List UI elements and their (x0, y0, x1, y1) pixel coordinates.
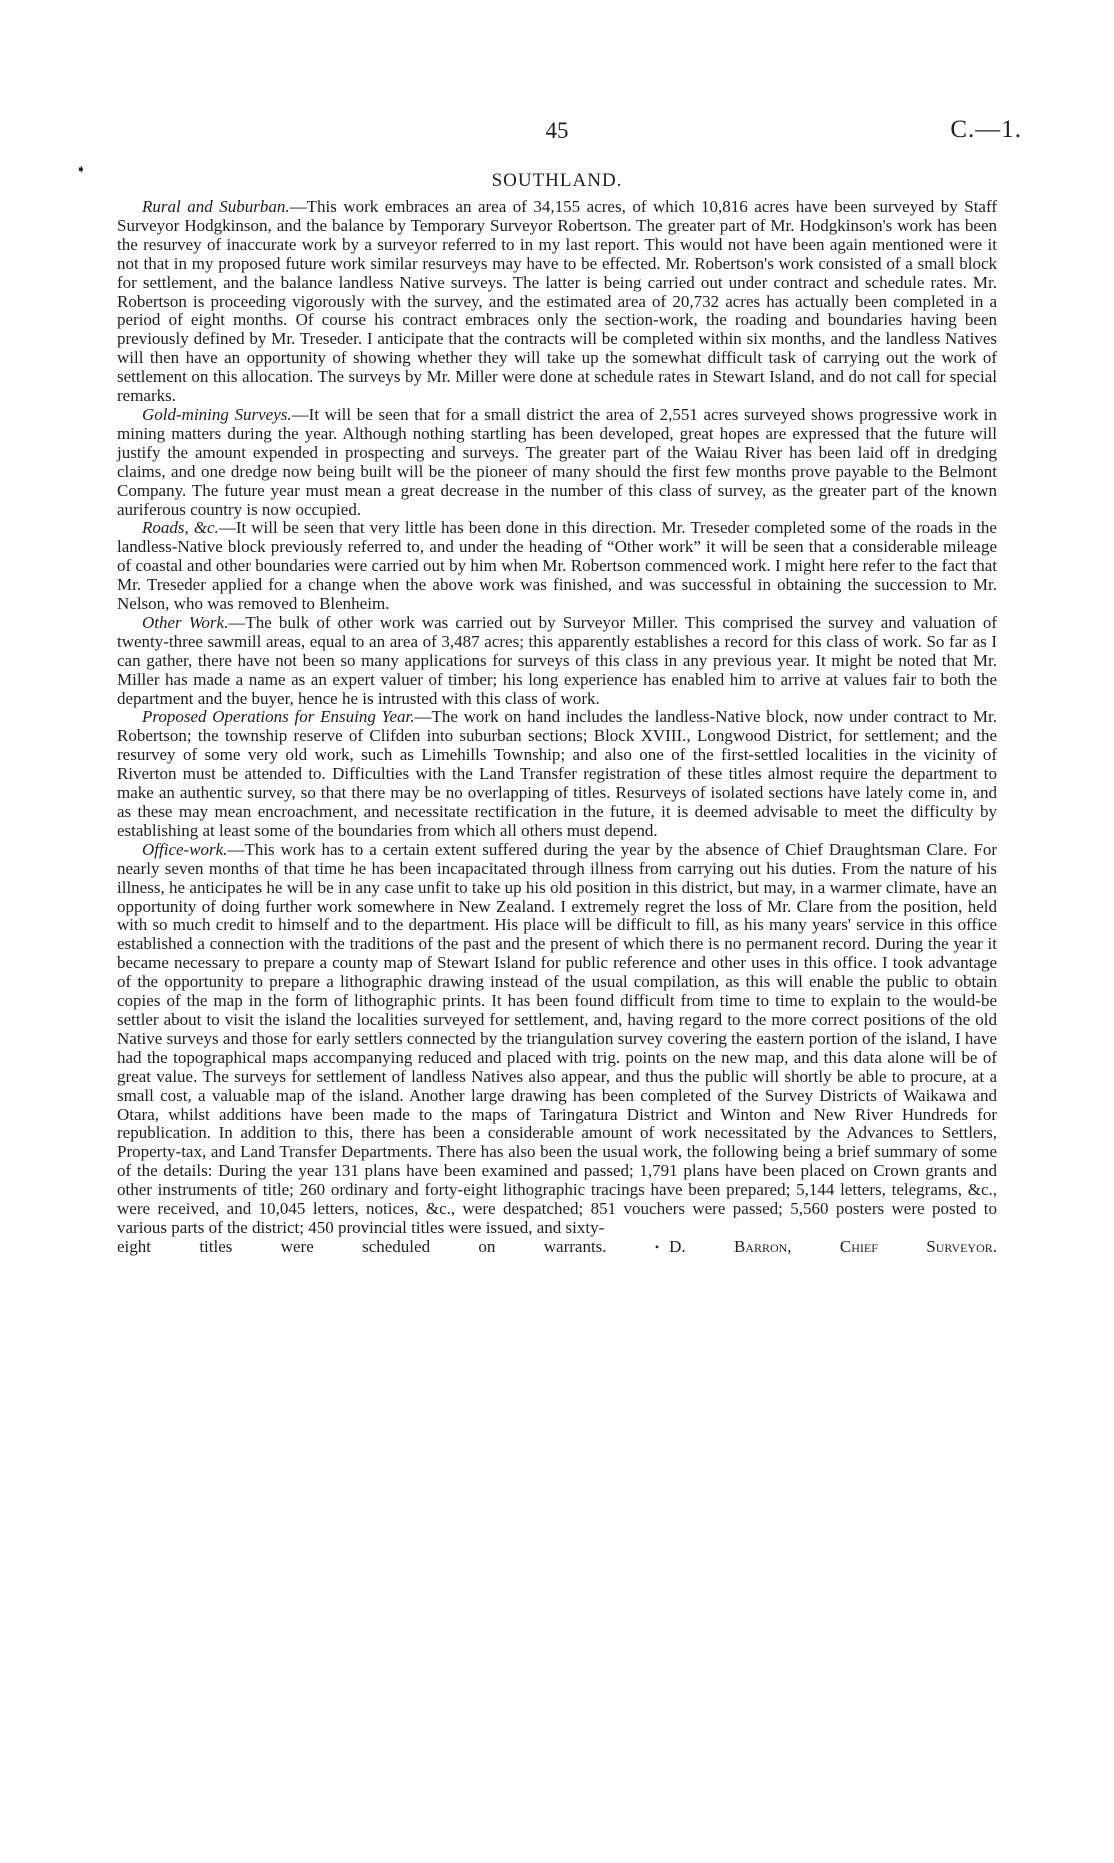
bullet-mark: • (654, 1240, 660, 1255)
paragraph-gold-mining (117, 406, 997, 519)
paragraph-title: Other Work. (142, 612, 229, 632)
closing-line (117, 1238, 997, 1258)
paragraph-rural-suburban (117, 198, 997, 406)
paragraph-text: —It will be seen that for a small district the area of 2,551 acres surveyed shows progressive work in mining matters during the year. Although nothing startling has been developed, great hopes are expressed that the future will justify the amount expended in prospecting and surveys. The greater part of the Waiau River has been laid off in dredging claims, and one dredge now being built will be the pioneer of many should the first few months prove payable to the Belmont Company. The future year must mean a great decrease in the number of this class of survey, as the greater part of the known auriferous country is now occupied. (117, 404, 997, 519)
signature: D. Barron, Chief Surveyor. (669, 1236, 997, 1256)
paragraph-title: Roads, &c. (142, 518, 219, 538)
signature-block (655, 1237, 997, 1256)
paragraph-proposed-operations (117, 708, 997, 840)
paragraph-text: —This work embraces an area of 34,155 acres, of which 10,816 acres have been surveyed by Staff Surveyor Hodgkinson, and the balance by Temporary Surveyor Robertson. The greater part of Mr. Hodgkinson's work has been the resurvey of inaccurate work by a surveyor referred to in my last report. This would not have been again mentioned were it not that in my proposed future work similar resurveys may have to be effected. Mr. Robertson's work consisted of a small block for settlement, and the balance landless Native surveys. The latter is being carried out under contract and schedule rates. Mr. Robertson is proceeding vigorously with the survey, and the estimated area of 20,732 acres has actually been completed in a period of eight months. Of course his contract embraces only the section-work, the roading and boundaries having been previously defined by Mr. Treseder. I anticipate that the contracts will be completed within six months, and the landless Natives will then have an opportunity of showing whether they will take up the somewhat difficult task of carrying out the work of settlement on this allocation. The surveys by Mr. Miller were done at schedule rates in Stewart Island, and do not call for special remarks. (117, 197, 997, 406)
paragraph-title: Office-work. (142, 839, 228, 859)
paragraph-roads (117, 519, 997, 614)
paragraph-other-work (117, 614, 997, 709)
document-reference: C.—1. (950, 116, 1022, 143)
paragraph-title: Rural and Suburban. (142, 197, 290, 216)
paragraph-office-work (117, 841, 997, 1238)
paragraph-text: —It will be seen that very little has been done in this direction. Mr. Treseder completed some of the roads in the landless-Native block previously referred to, and under the heading of “Other work” it will be seen that a considerable mileage of coastal and other boundaries were carried out by him when Mr. Robertson commenced work. I might here refer to the fact that Mr. Treseder applied for a change when the above work was finished, and was successful in obtaining the succession to Mr. Nelson, who was removed to Blenheim. (117, 518, 997, 614)
closing-text: eight titles were scheduled on warrants. (117, 1236, 607, 1256)
paragraph-text: —The work on hand includes the landless-Native block, now under contract to Mr. Robertson; the township reserve of Clifden into suburban sections; Block XVIII., Longwood District, for settlement; and the resurvey of some very old work, such as Limehills Township; and also one of the first-settled localities in the vicinity of Riverton must be attended to. Difficulties with the Land Transfer registration of these titles almost require the department to make an authentic survey, so that there may be no overlapping of titles. Resurveys of isolated sections have lately come in, and as these may mean encroachment, and necessitate rectification in the future, it is deemed advisable to meet the difficulty by establishing at least some of the boundaries from which all others must depend. (117, 707, 998, 840)
section-heading: SOUTHLAND. (491, 170, 623, 191)
paragraph-title: Gold-mining Surveys. (142, 404, 292, 424)
page-number: 45 (545, 118, 569, 143)
margin-mark: ➧ (76, 162, 87, 176)
paragraph-text: —This work has to a certain extent suffered during the year by the absence of Chief Draughtsman Clare. For nearly seven months of that time he has been incapacitated through illness from carrying out his duties. From the nature of his illness, he anticipates he will be in any case unfit to take up his old position in this district, but may, in a warmer climate, have an opportunity of doing further work somewhere in New Zealand. I extremely regret the loss of Mr. Clare from the position, held with so much credit to himself and to the department. His place will be difficult to fill, as his many years' service in this office established a connection with the traditions of the past and the present of which there is no permanent record. During the year it became necessary to prepare a county map of Stewart Island for public reference and other uses in this office. I took advantage of the opportunity to prepare a lithographic drawing instead of the usual compilation, as this will enable the public to obtain copies of the map in the form of lithographic prints. It has been found difficult from time to time to explain to the would-be settler about to visit the island the localities surveyed for settlement, and, having regard to the more correct positions of the old Native surveys and those for early settlers connected by the triangulation survey covering the eastern portion of the island, I have had the topographical maps accompanying reduced and placed with trig. points on the new map, and this data alone will be of great value. The surveys for settlement of landless Natives also appear, and thus the public will shortly be able to procure, at a small cost, a valuable map of the island. Another large drawing has been completed of the Survey Districts of Waikawa and Otara, whilst additions have been made to the maps of Taringatura District and Winton and New River Hundreds for republication. In addition to this, there has been a considerable amount of work necessitated by the Advances to Settlers, Property-tax, and Land Transfer Departments. There has also been the usual work, the following being a brief summary of some of the details: During the year 131 plans have been examined and passed; 1,791 plans have been placed on Crown grants and other instruments of title; 260 ordinary and forty-eight lithographic tracings have been prepared; 5,144 letters, telegrams, &c., were received, and 10,045 letters, notices, &c., were despatched; 851 vouchers were passed; 5,560 posters were posted to various parts of the district; 450 provincial titles were issued, and sixty- (117, 839, 997, 1237)
body-text (117, 198, 997, 1257)
paragraph-text: —The bulk of other work was carried out by Surveyor Miller. This comprised the survey and valuation of twenty-three sawmill areas, equal to an area of 3,487 acres; this apparently establishes a record for this class of work. So far as I can gather, there have not been so many applications for surveys of this class in any previous year. It might be noted that Mr. Miller has made a name as an expert valuer of timber; his long experience has enabled him to arrive at values fair to both the department and the buyer, hence he is intrusted with this class of work. (117, 612, 997, 708)
paragraph-title: Proposed Operations for Ensuing Year. (142, 707, 415, 727)
